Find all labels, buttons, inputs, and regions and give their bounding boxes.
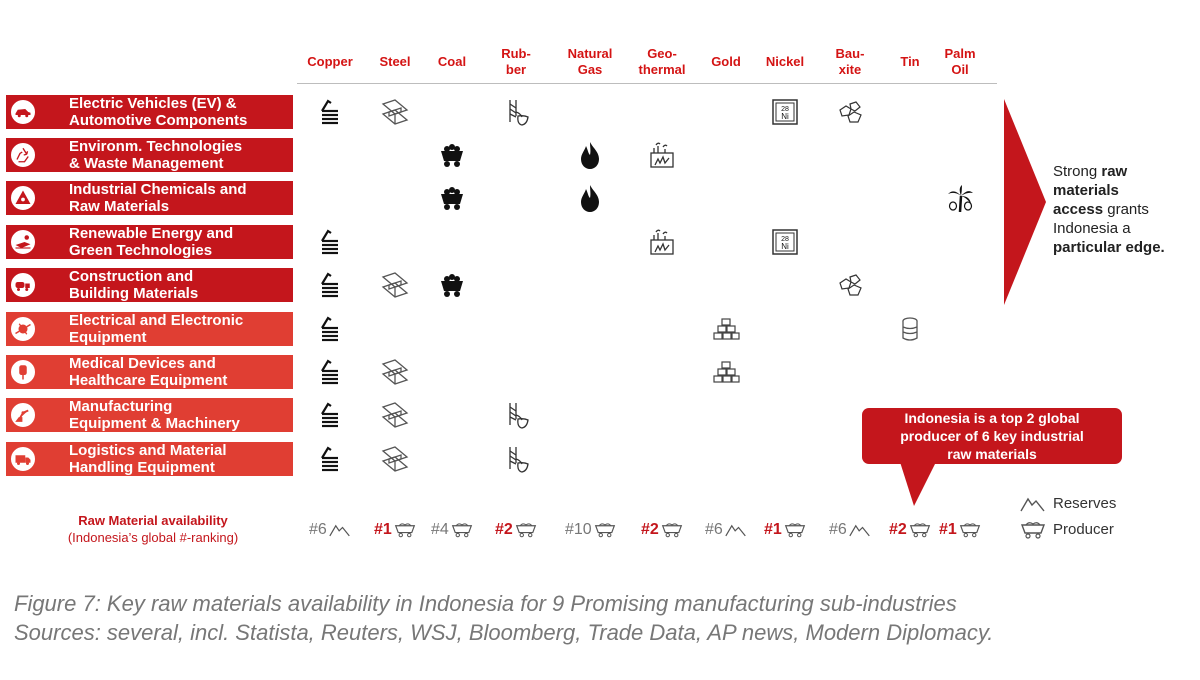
- sector-icon-badge: [8, 400, 38, 430]
- svg-text:Ni: Ni: [781, 112, 789, 121]
- column-header-line: Tin: [900, 54, 920, 69]
- palm-tree-icon: [946, 184, 974, 212]
- header-divider: [297, 83, 997, 84]
- column-header-line: Gas: [577, 62, 603, 77]
- gold-bars-icon: [712, 315, 740, 343]
- svg-text:Ni: Ni: [781, 242, 789, 251]
- callout-line: Indonesia is a top 2 global: [904, 410, 1080, 426]
- rank-tin: [889, 520, 931, 540]
- rank-value: #6: [309, 521, 327, 538]
- nickel-element-icon: [771, 98, 799, 126]
- recycle-icon: [14, 146, 32, 164]
- sector-label-line: Renewable Energy and: [69, 225, 234, 242]
- mine-cart-outline-icon: [515, 522, 537, 538]
- mine-cart-outline-icon: [784, 522, 806, 538]
- sector-label-line: Logistics and Material: [69, 442, 227, 459]
- copper-coil-icon: [316, 98, 344, 126]
- sector-row: [6, 312, 293, 346]
- column-header-line: Natural: [567, 46, 613, 61]
- legend-reserves-label: Reserves: [1053, 495, 1117, 512]
- rank-value: #4: [431, 521, 449, 538]
- sector-label: [69, 312, 289, 346]
- sector-row: [6, 268, 293, 302]
- rank-rubber: [495, 520, 537, 540]
- sector-label-line: Building Materials: [69, 285, 199, 302]
- mine-cart-outline-icon: [909, 522, 931, 538]
- rank-value: #10: [565, 521, 592, 538]
- nickel-element-icon: [771, 228, 799, 256]
- column-header-rubber: [484, 46, 548, 78]
- sector-row: [6, 181, 293, 215]
- mine-cart-outline-icon: [661, 522, 683, 538]
- sector-label-line: Automotive Components: [69, 112, 248, 129]
- coal-cart-icon: [438, 271, 466, 299]
- rank-value: #2: [641, 521, 659, 538]
- mine-cart-outline-icon: [594, 522, 616, 538]
- sector-label-line: Electric Vehicles (EV) &: [69, 95, 237, 112]
- rank-copper: [309, 520, 351, 540]
- sector-label-line: Environm. Technologies: [69, 138, 243, 155]
- copper-coil-icon: [316, 401, 344, 429]
- sector-label: [69, 268, 289, 302]
- column-header-line: Coal: [437, 54, 467, 69]
- copper-coil-icon: [316, 445, 344, 473]
- sector-label-line: Green Technologies: [69, 242, 213, 259]
- sector-label-line: Electrical and Electronic: [69, 312, 244, 329]
- mine-cart-outline-icon: [959, 522, 981, 538]
- sector-label: [69, 138, 289, 172]
- sector-icon-badge: [8, 314, 38, 344]
- column-header-line: Rub-: [501, 46, 531, 61]
- mountain-icon: [849, 522, 871, 538]
- figure-sources: Sources: several, incl. Statista, Reuters, WSJ, Bloomberg, Trade Data, AP news, Modern Diplomacy.: [14, 620, 994, 645]
- rank-value: #2: [889, 521, 907, 538]
- sector-row: [6, 398, 293, 432]
- mountain-icon: [1020, 495, 1046, 513]
- column-header-line: Geo-: [647, 46, 677, 61]
- flame-icon: [576, 184, 604, 212]
- sector-label: [69, 95, 289, 129]
- column-header-line: ber: [505, 62, 527, 77]
- rank-value: #1: [374, 521, 392, 538]
- sector-icon-badge: [8, 140, 38, 170]
- raw-materials-edge-text: Strong raw materials access grants Indonesia a particular edge.: [1053, 163, 1165, 256]
- geothermal-plant-icon: [648, 228, 676, 256]
- availability-subtitle: (Indonesia’s global #-ranking): [67, 530, 239, 545]
- bauxite-ore-icon: [836, 98, 864, 126]
- mountain-icon: [329, 522, 351, 538]
- sector-label: [69, 398, 289, 432]
- hazard-icon: [14, 189, 32, 207]
- sector-label-line: Equipment & Machinery: [69, 415, 240, 432]
- sector-label-line: Manufacturing: [69, 398, 173, 415]
- top-producer-callout: [862, 408, 1122, 464]
- callout-line: raw materials: [947, 446, 1037, 462]
- column-header-bauxite: [818, 46, 882, 78]
- steel-beam-icon: [381, 445, 409, 473]
- column-header-line: Gold: [711, 54, 741, 69]
- column-header-line: Oil: [951, 62, 969, 77]
- column-header-palm_oil: [928, 46, 992, 78]
- callout-line: producer of 6 key industrial: [900, 428, 1084, 444]
- sector-label-line: & Waste Management: [69, 155, 224, 172]
- rank-gold: [705, 520, 747, 540]
- mixer-truck-icon: [14, 276, 32, 294]
- sector-label: [69, 181, 289, 215]
- rank-palm_oil: [939, 520, 981, 540]
- svg-text:28: 28: [781, 236, 789, 243]
- robot-arm-icon: [14, 406, 32, 424]
- sector-label-line: Construction and: [69, 268, 194, 285]
- sector-row: [6, 225, 293, 259]
- sector-icon-badge: [8, 357, 38, 387]
- mine-cart-outline-icon: [451, 522, 473, 538]
- column-header-geothermal: [630, 46, 694, 78]
- rank-steel: [374, 520, 416, 540]
- steel-beam-icon: [381, 98, 409, 126]
- rank-value: #6: [829, 521, 847, 538]
- column-header-line: xite: [838, 62, 862, 77]
- rank-nickel: [764, 520, 806, 540]
- rank-value: #1: [764, 521, 782, 538]
- bauxite-ore-icon: [836, 271, 864, 299]
- coal-cart-icon: [438, 141, 466, 169]
- sector-icon-badge: [8, 270, 38, 300]
- column-header-natural_gas: [558, 46, 622, 78]
- rank-bauxite: [829, 520, 871, 540]
- rank-coal: [431, 520, 473, 540]
- sector-label-line: Raw Materials: [69, 198, 170, 215]
- sector-label-line: Equipment: [69, 329, 147, 346]
- column-header-line: Palm: [944, 46, 976, 61]
- sector-row: [6, 138, 293, 172]
- car-icon: [14, 103, 32, 121]
- sector-label-line: Handling Equipment: [69, 459, 215, 476]
- availability-title: Raw Material availability: [78, 513, 228, 528]
- sector-label: [69, 355, 289, 389]
- rank-value: #1: [939, 521, 957, 538]
- sector-label: [69, 442, 289, 476]
- column-header-line: Nickel: [765, 54, 805, 69]
- callout-tail: [900, 462, 940, 508]
- sector-row: [6, 95, 293, 129]
- steel-beam-icon: [381, 358, 409, 386]
- sector-label: [69, 225, 289, 259]
- solar-icon: [14, 233, 32, 251]
- sector-icon-badge: [8, 227, 38, 257]
- sector-icon-badge: [8, 183, 38, 213]
- coal-cart-icon: [438, 184, 466, 212]
- column-header-coal: [420, 54, 484, 70]
- mountain-icon: [725, 522, 747, 538]
- sector-row: [6, 355, 293, 389]
- rank-natural_gas: [565, 520, 616, 540]
- sector-label-line: Industrial Chemicals and: [69, 181, 247, 198]
- column-header-gold: [694, 54, 758, 70]
- column-header-nickel: [753, 54, 817, 70]
- column-header-steel: [363, 54, 427, 70]
- truck-icon: [14, 450, 32, 468]
- sector-icon-badge: [8, 97, 38, 127]
- column-header-line: thermal: [638, 62, 686, 77]
- geothermal-plant-icon: [648, 141, 676, 169]
- steel-beam-icon: [381, 271, 409, 299]
- rank-value: #6: [705, 521, 723, 538]
- column-header-line: Bau-: [835, 46, 865, 61]
- copper-coil-icon: [316, 358, 344, 386]
- copper-coil-icon: [316, 228, 344, 256]
- legend-producer-label: Producer: [1053, 521, 1114, 538]
- svg-text:28: 28: [781, 106, 789, 113]
- mine-cart-outline-icon: [394, 522, 416, 538]
- steel-beam-icon: [381, 401, 409, 429]
- rubber-tree-icon: [502, 98, 530, 126]
- mine-cart-outline-icon: [1020, 521, 1046, 539]
- sector-icon-badge: [8, 444, 38, 474]
- rubber-tree-icon: [502, 445, 530, 473]
- tin-can-icon: [896, 315, 924, 343]
- flame-icon: [576, 141, 604, 169]
- column-header-line: Steel: [379, 54, 411, 69]
- column-header-copper: [298, 54, 362, 70]
- rank-geothermal: [641, 520, 683, 540]
- column-header-line: Copper: [307, 54, 353, 69]
- iv-bag-icon: [14, 363, 32, 381]
- sector-label-line: Healthcare Equipment: [69, 372, 228, 389]
- copper-coil-icon: [316, 315, 344, 343]
- edge-arrow: [1004, 99, 1046, 305]
- rubber-tree-icon: [502, 401, 530, 429]
- plug-icon: [14, 320, 32, 338]
- sector-row: [6, 442, 293, 476]
- sector-label-line: Medical Devices and: [69, 355, 216, 372]
- copper-coil-icon: [316, 271, 344, 299]
- rank-value: #2: [495, 521, 513, 538]
- gold-bars-icon: [712, 358, 740, 386]
- figure-caption: Figure 7: Key raw materials availability in Indonesia for 9 Promising manufacturing sub-industries: [14, 591, 957, 616]
